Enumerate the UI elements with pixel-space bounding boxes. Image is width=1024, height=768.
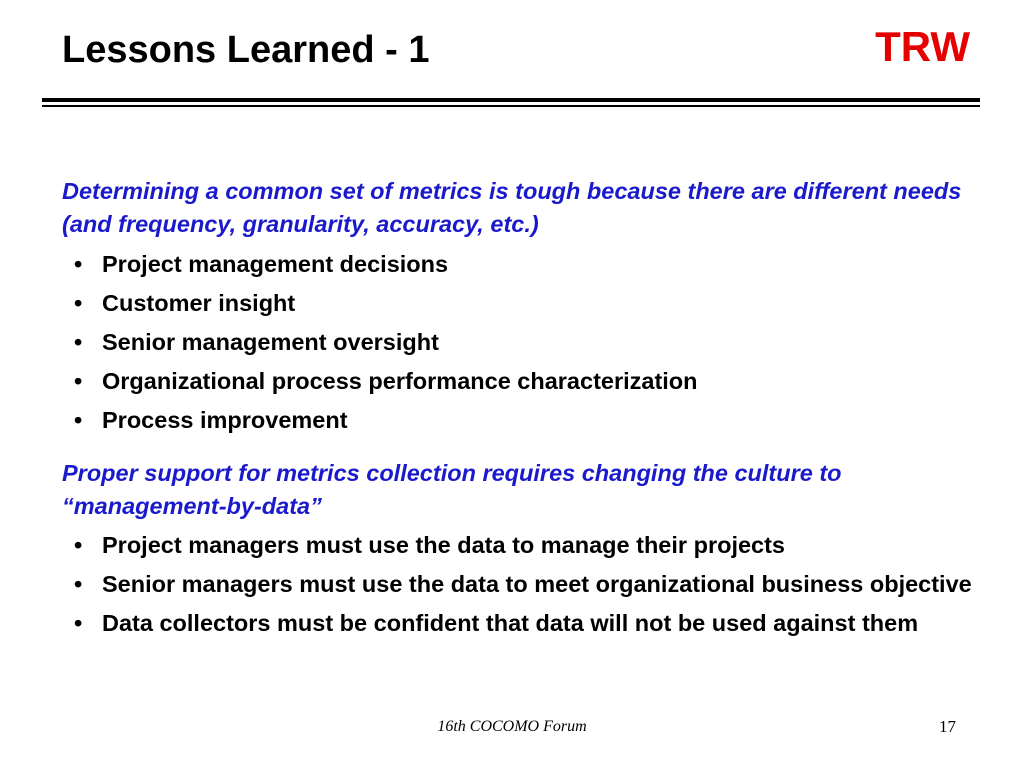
list-item-text: Customer insight [102, 290, 296, 316]
bullet-icon: • [74, 610, 83, 636]
list-item [74, 249, 974, 280]
list-item-text: Project managers must use the data to manage their projects [102, 532, 786, 558]
bullet-icon: • [74, 290, 83, 316]
list-item-text: Project management decisions [102, 251, 449, 277]
bullet-list-1 [74, 249, 974, 436]
list-item-text: Senior managers must use the data to meet organizational business objective [102, 571, 972, 597]
trw-logo: TRW [875, 23, 970, 70]
slide-title: Lessons Learned - 1 [62, 29, 430, 71]
title-divider-thick [42, 98, 980, 102]
page-number: 17 [939, 717, 956, 736]
list-item-text: Organizational process performance characterization [102, 368, 698, 394]
footer-event-name: 16th COCOMO Forum [437, 718, 587, 735]
bullet-icon: • [74, 571, 83, 597]
list-item [74, 366, 974, 397]
list-item [74, 608, 974, 639]
section-heading-1: Determining a common set of metrics is tough because there are different needs (and frequency, granularity, accuracy, etc.) [62, 178, 962, 237]
bullet-icon: • [74, 407, 83, 433]
list-item-text: Senior management oversight [102, 329, 439, 355]
section-heading-2: Proper support for metrics collection requires changing the culture to “management-by-data” [62, 460, 842, 519]
bullet-icon: • [74, 532, 83, 558]
list-item-text: Process improvement [102, 407, 348, 433]
list-item [74, 569, 974, 600]
bullet-icon: • [74, 329, 83, 355]
list-item [74, 288, 974, 319]
list-item-text: Data collectors must be confident that data will not be used against them [102, 610, 919, 636]
bullet-list-2 [74, 530, 974, 639]
list-item [74, 530, 974, 561]
bullet-icon: • [74, 368, 83, 394]
list-item [74, 327, 974, 358]
bullet-icon: • [74, 251, 83, 277]
list-item [74, 405, 974, 436]
title-divider-thin [42, 105, 980, 107]
